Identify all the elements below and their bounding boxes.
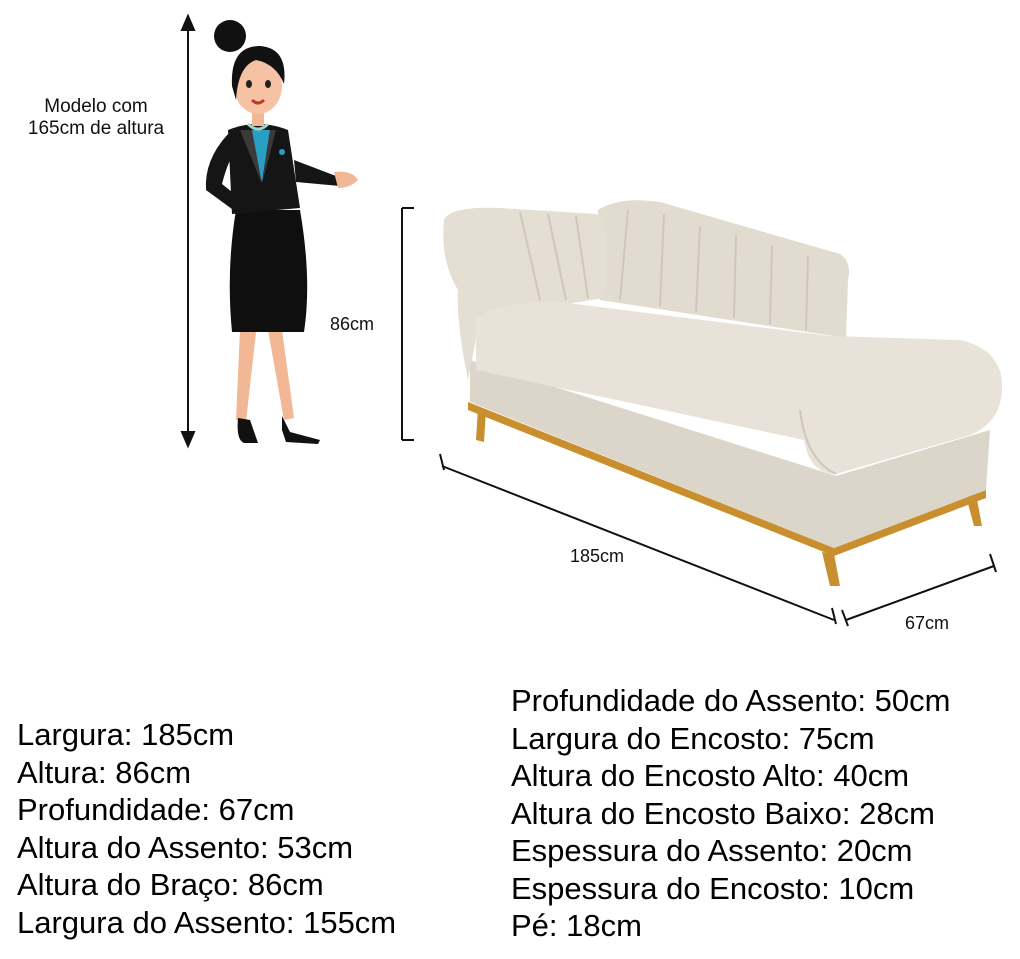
spec-profundidade: Profundidade: 67cm — [17, 792, 295, 827]
model-height-label — [10, 96, 182, 140]
spec-largura: Largura: 185cm — [17, 717, 235, 752]
spec-altura-encosto-alto: Altura do Encosto Alto: 40cm — [511, 758, 910, 793]
spec-altura-braco: Altura do Braço: 86cm — [17, 867, 324, 902]
model-label-line1: Modelo com — [44, 96, 148, 117]
spec-espessura-encosto: Espessura do Encosto: 10cm — [511, 870, 915, 906]
specs-right-list — [511, 682, 950, 945]
sofa-height-label: 86cm — [330, 314, 375, 334]
spec-espessura-assento: Espessura do Assento: 20cm — [511, 833, 913, 868]
spec-altura: Altura: 86cm — [17, 754, 192, 790]
spec-largura-assento: Largura do Assento: 155cm — [17, 904, 397, 940]
spec-profundidade-assento: Profundidade do Assento: 50cm — [511, 683, 951, 718]
sofa-width-label: 185cm — [570, 546, 625, 566]
sofa-height-bracket — [402, 208, 414, 440]
model-figure — [206, 20, 358, 444]
spec-largura-encosto: Largura do Encosto: 75cm — [511, 720, 875, 756]
model-height-arrow — [182, 16, 194, 446]
sofa-depth-label: 67cm — [905, 613, 950, 633]
specs-left-list — [17, 716, 396, 941]
spec-altura-encosto-baixo: Altura do Encosto Baixo: 28cm — [511, 795, 935, 831]
spec-pe: Pé: 18cm — [511, 908, 642, 943]
spec-altura-assento: Altura do Assento: 53cm — [17, 829, 354, 865]
model-label-line2: 165cm de altura — [27, 118, 165, 139]
chaise-sofa — [443, 200, 1002, 586]
